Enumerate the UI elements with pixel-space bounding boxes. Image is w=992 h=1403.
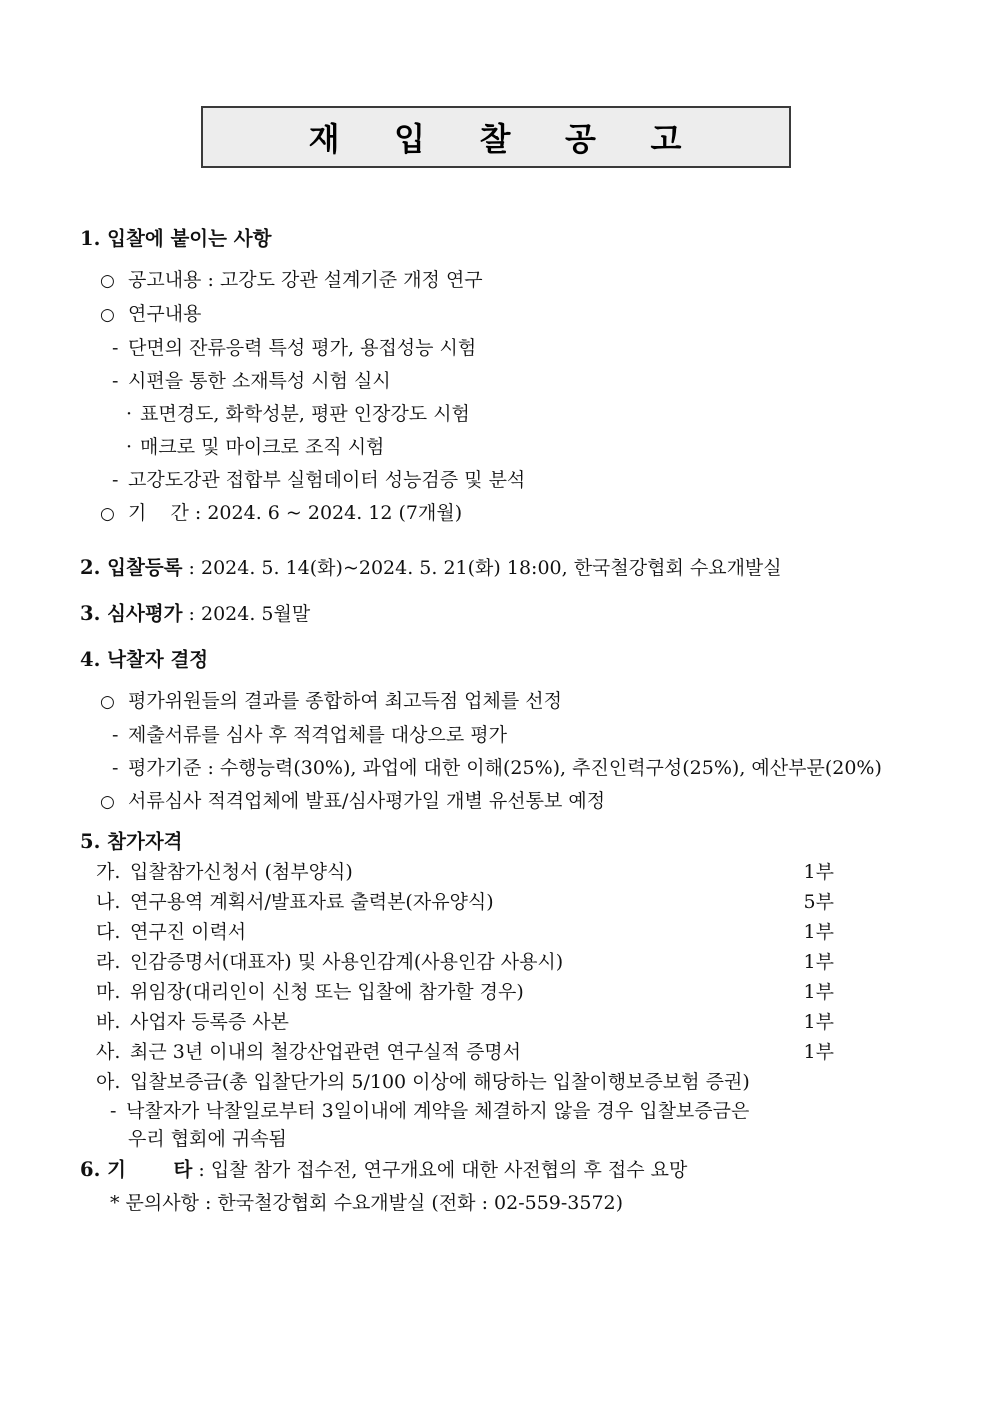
deposit-note bbox=[80, 1097, 912, 1153]
dash-bullet-icon: - bbox=[112, 724, 119, 746]
section-2-text: : 2024. 5. 14(화)~2024. 5. 21(화) 18:00, 한국철강협회 수요개발실 bbox=[182, 557, 782, 579]
section-3-text: : 2024. 5월말 bbox=[182, 603, 311, 625]
contact-line bbox=[80, 1187, 912, 1220]
item-text: 입찰참가신청서 (첨부양식) bbox=[130, 861, 353, 883]
dash-bullet-icon: - bbox=[112, 469, 119, 491]
circle-bullet-icon: ○ bbox=[100, 271, 115, 291]
item-label: 라. bbox=[96, 951, 121, 973]
section-winner-selection bbox=[80, 643, 912, 819]
copy-count: 1부 bbox=[803, 981, 834, 1003]
dash-bullet-icon: - bbox=[112, 370, 119, 392]
note-line bbox=[80, 1125, 912, 1153]
item-text: 최근 3년 이내의 철강산업관련 연구실적 증명서 bbox=[130, 1041, 522, 1063]
list-item-text: 연구내용 bbox=[128, 303, 202, 325]
copy-count: 1부 bbox=[803, 921, 834, 943]
section-6-text: : 입찰 참가 접수전, 연구개요에 대한 사전협의 후 접수 요망 bbox=[192, 1159, 688, 1181]
contact-text: * 문의사항 : 한국철강협회 수요개발실 (전화 : 02-559-3572) bbox=[110, 1192, 624, 1214]
note-text: 낙찰자가 낙찰일로부터 3일이내에 계약을 체결하지 않을 경우 입찰보증금은 bbox=[126, 1100, 750, 1122]
section-1-heading: 1. 입찰에 붙이는 사항 bbox=[80, 227, 272, 250]
qualification-item bbox=[80, 917, 912, 947]
copy-count: 1부 bbox=[803, 951, 834, 973]
circle-bullet-icon: ○ bbox=[100, 692, 115, 712]
qualification-item bbox=[80, 1067, 912, 1097]
list-item bbox=[80, 719, 912, 752]
item-text: 입찰보증금(총 입찰단가의 5/100 이상에 해당하는 입찰이행보증보험 증권) bbox=[130, 1071, 750, 1093]
section-qualifications bbox=[80, 827, 912, 1153]
section-bid-notes bbox=[80, 222, 912, 531]
list-item-text: 고강도강관 접합부 실험데이터 성능검증 및 분석 bbox=[128, 469, 526, 491]
note-line bbox=[80, 1097, 912, 1125]
qualification-item bbox=[80, 887, 912, 917]
section-bid-registration bbox=[80, 551, 912, 585]
qualification-item bbox=[80, 1007, 912, 1037]
item-label: 가. bbox=[96, 861, 121, 883]
item-text: 인감증명서(대표자) 및 사용인감계(사용인감 사용시) bbox=[130, 951, 564, 973]
section-5-heading: 5. 참가자격 bbox=[80, 830, 183, 853]
item-label: 나. bbox=[96, 891, 121, 913]
dash-bullet-icon: - bbox=[110, 1100, 117, 1122]
section-misc bbox=[80, 1153, 912, 1220]
dot-bullet-icon: · bbox=[126, 403, 133, 425]
title-box bbox=[201, 106, 791, 168]
list-item bbox=[80, 785, 912, 819]
list-item bbox=[80, 264, 912, 298]
circle-bullet-icon: ○ bbox=[100, 305, 115, 325]
section-6-label: 6. 기 타 bbox=[80, 1158, 193, 1181]
list-item-text: 공고내용 : 고강도 강관 설계기준 개정 연구 bbox=[128, 269, 483, 291]
section-evaluation bbox=[80, 597, 912, 631]
list-item-text: 평가위원들의 결과를 종합하여 최고득점 업체를 선정 bbox=[128, 690, 562, 712]
list-item bbox=[80, 431, 912, 464]
list-item bbox=[80, 752, 912, 785]
item-text: 위임장(대리인이 신청 또는 입찰에 참가할 경우) bbox=[130, 981, 524, 1003]
circle-bullet-icon: ○ bbox=[100, 792, 115, 812]
item-label: 사. bbox=[96, 1041, 121, 1063]
copy-count: 1부 bbox=[803, 1011, 834, 1033]
section-2-label: 2. 입찰등록 bbox=[80, 556, 183, 579]
item-label: 마. bbox=[96, 981, 121, 1003]
qualification-item bbox=[80, 977, 912, 1007]
list-item-text: 시편을 통한 소재특성 시험 실시 bbox=[128, 370, 391, 392]
list-item bbox=[80, 365, 912, 398]
copy-count: 1부 bbox=[803, 861, 834, 883]
list-item bbox=[80, 398, 912, 431]
list-item-text: 매크로 및 마이크로 조직 시험 bbox=[140, 436, 385, 458]
item-text: 연구진 이력서 bbox=[130, 921, 247, 943]
item-label: 아. bbox=[96, 1071, 121, 1093]
list-item bbox=[80, 497, 912, 531]
item-label: 바. bbox=[96, 1011, 121, 1033]
qualification-item bbox=[80, 1037, 912, 1067]
list-item-text: 서류심사 적격업체에 발표/심사평가일 개별 유선통보 예정 bbox=[128, 790, 606, 812]
copy-count: 5부 bbox=[803, 891, 834, 913]
list-item bbox=[80, 332, 912, 365]
dot-bullet-icon: · bbox=[126, 436, 133, 458]
list-item-text: 표면경도, 화학성분, 평판 인장강도 시험 bbox=[140, 403, 470, 425]
list-item bbox=[80, 298, 912, 332]
dash-bullet-icon: - bbox=[112, 757, 119, 779]
list-item-text: 기 간 : 2024. 6 ~ 2024. 12 (7개월) bbox=[128, 502, 463, 524]
section-4-heading: 4. 낙찰자 결정 bbox=[80, 648, 209, 671]
copy-count: 1부 bbox=[803, 1041, 834, 1063]
item-text: 사업자 등록증 사본 bbox=[130, 1011, 289, 1033]
qualification-item bbox=[80, 947, 912, 977]
section-3-label: 3. 심사평가 bbox=[80, 602, 183, 625]
circle-bullet-icon: ○ bbox=[100, 504, 115, 524]
item-label: 다. bbox=[96, 921, 121, 943]
list-item-text: 제출서류를 심사 후 적격업체를 대상으로 평가 bbox=[128, 724, 507, 746]
list-item bbox=[80, 685, 912, 719]
note-text: 우리 협회에 귀속됨 bbox=[128, 1128, 287, 1150]
page-title: 재 입 찰 공 고 bbox=[308, 120, 684, 158]
section-6-line bbox=[80, 1153, 912, 1187]
item-text: 연구용역 계획서/발표자료 출력본(자유양식) bbox=[130, 891, 494, 913]
list-item-text: 단면의 잔류응력 특성 평가, 용접성능 시험 bbox=[128, 337, 477, 359]
list-item-text: 평가기준 : 수행능력(30%), 과업에 대한 이해(25%), 추진인력구성(25%), 예산부문(20%) bbox=[128, 757, 882, 779]
list-item bbox=[80, 464, 912, 497]
dash-bullet-icon: - bbox=[112, 337, 119, 359]
qualification-item bbox=[80, 857, 912, 887]
